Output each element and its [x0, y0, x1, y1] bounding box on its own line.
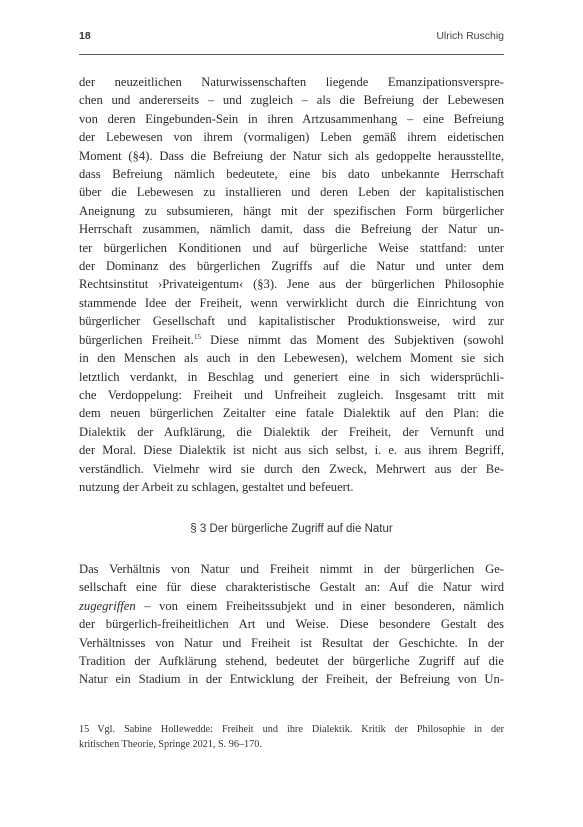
footnote-line: kritischen Theorie, Springe 2021, S. 96–170. [79, 739, 262, 750]
running-head: Ulrich Ruschig [436, 30, 504, 42]
text-line: bürgerlicher Gesellschaft und kapitalistischer Produktionsweise, wird zur [79, 314, 504, 329]
text-line: der Moral. Diese Dialektik ist nicht aus sich selbst, i. e. aus ihrem Begriff, [79, 443, 504, 458]
text-fragment: Diese nimmt das Moment des Subjektiven (sowohl [200, 332, 504, 347]
text-line: Aneignung zu subsumieren, hängt mit der spezifischen Form bürgerlicher [79, 203, 504, 218]
page-number: 18 [79, 30, 91, 42]
text-line: von deren Eingebunden-Sein in ihren Artzusammenhang – eine Befreiung [79, 111, 504, 126]
text-line: Das Verhältnis von Natur und Freiheit nimmt in der bürgerlichen Ge- [79, 562, 504, 576]
text-line: Dialektik der Aufklärung, die Dialektik der Freiheit, der Vernunft und [79, 424, 504, 439]
text-line: Verhältnisses von Natur und Freiheit ist Resultat der Geschichte. In der [79, 635, 504, 650]
text-line: Natur ein Stadium in der Entwicklung der Freiheit, der Befreiung von Un- [79, 672, 504, 687]
text-line: der Lebewesen von ihrem (vormaligen) Leben gemäß ihrem eidetischen [79, 130, 504, 145]
text-line: verständlich. Vielmehr wird sie durch den Zweck, Mehrwert aus der Be- [79, 461, 504, 476]
text-line: letztlich verdankt, in Beschlag und generiert eine in sich widersprüchli- [79, 369, 504, 384]
text-line: Tradition der Aufklärung stehend, bedeutet der bürgerliche Zugriff auf die [79, 654, 504, 669]
text-line-last: nutzung der Arbeit zu schlagen, gestaltet und befeuert. [79, 479, 354, 494]
text-line: dass Befreiung nämlich bedeutete, eine bis dato unbekannte Herrschaft [79, 167, 504, 182]
text-line: che Verdoppelung: Freiheit und Unfreiheit zugleich. Insgesamt tritt mit [79, 387, 504, 402]
text-fragment: – von einem Freiheitssubjekt und in einer besonderen, nämlich [135, 598, 504, 613]
footnote-text: Vgl. Sabine Hollewedde: Freiheit und ihre Dialektik. Kritik der Philosophie in der [97, 724, 504, 735]
text-line: sellschaft eine für diese charakteristische Gestalt an: Auf die Natur wird [79, 580, 504, 595]
text-line: Moment (§4). Dass die Befreiung der Natur sich als gedoppelte herausstellte, [79, 148, 504, 163]
text-line-with-footnote [79, 331, 504, 349]
text-line: dem neuen bürgerlichen Zeitalter eine fatale Dialektik auf den Plan: die [79, 406, 504, 421]
text-line: stammende Idee der Freiheit, wenn verwirklicht durch die Einrichtung von [79, 295, 504, 310]
footnote-reference[interactable]: 15 [193, 332, 201, 341]
footnote-line [79, 722, 504, 737]
section-heading: § 3 Der bürgerliche Zugriff auf die Natur [190, 523, 393, 535]
text-line: der neuzeitlichen Naturwissenschaften liegende Emanzipationsverspre- [79, 75, 504, 89]
text-line-with-italic [79, 597, 504, 615]
page-header [79, 30, 504, 48]
text-line: der bürgerlich-freiheitlichen Art und Weise. Diese besondere Gestalt des [79, 617, 504, 632]
text-line: der Dominanz des bürgerlichen Zugriffs auf die Natur und unter dem [79, 259, 504, 274]
text-line: ter bürgerlichen Konditionen und auf bürgerliche Weise stattfand: unter [79, 240, 504, 255]
paragraph-1 [79, 73, 504, 496]
text-line: chen und andererseits – und zugleich – als die Befreiung der Lebewesen [79, 93, 504, 108]
footnote [79, 722, 504, 752]
paragraph-2 [79, 560, 504, 689]
text-line: Herrschaft zusammen, nämlich damit, dass die Befreiung der Natur un- [79, 222, 504, 237]
text-line: Rechtsinstitut ›Privateigentum‹ (§3). Jene aus der bürgerlichen Philosophie [79, 277, 504, 292]
text-fragment: bürgerlichen Freiheit. [79, 332, 194, 347]
header-rule [79, 54, 504, 55]
footnote-number: 15 [79, 724, 90, 735]
italic-word: zugegriffen [79, 598, 136, 613]
text-line: über die Lebewesen zu installieren und deren Leben der kapitalistischen [79, 185, 504, 200]
text-line: in den Menschen als auch in den Lebewesen), welchem Moment sie sich [79, 351, 504, 366]
